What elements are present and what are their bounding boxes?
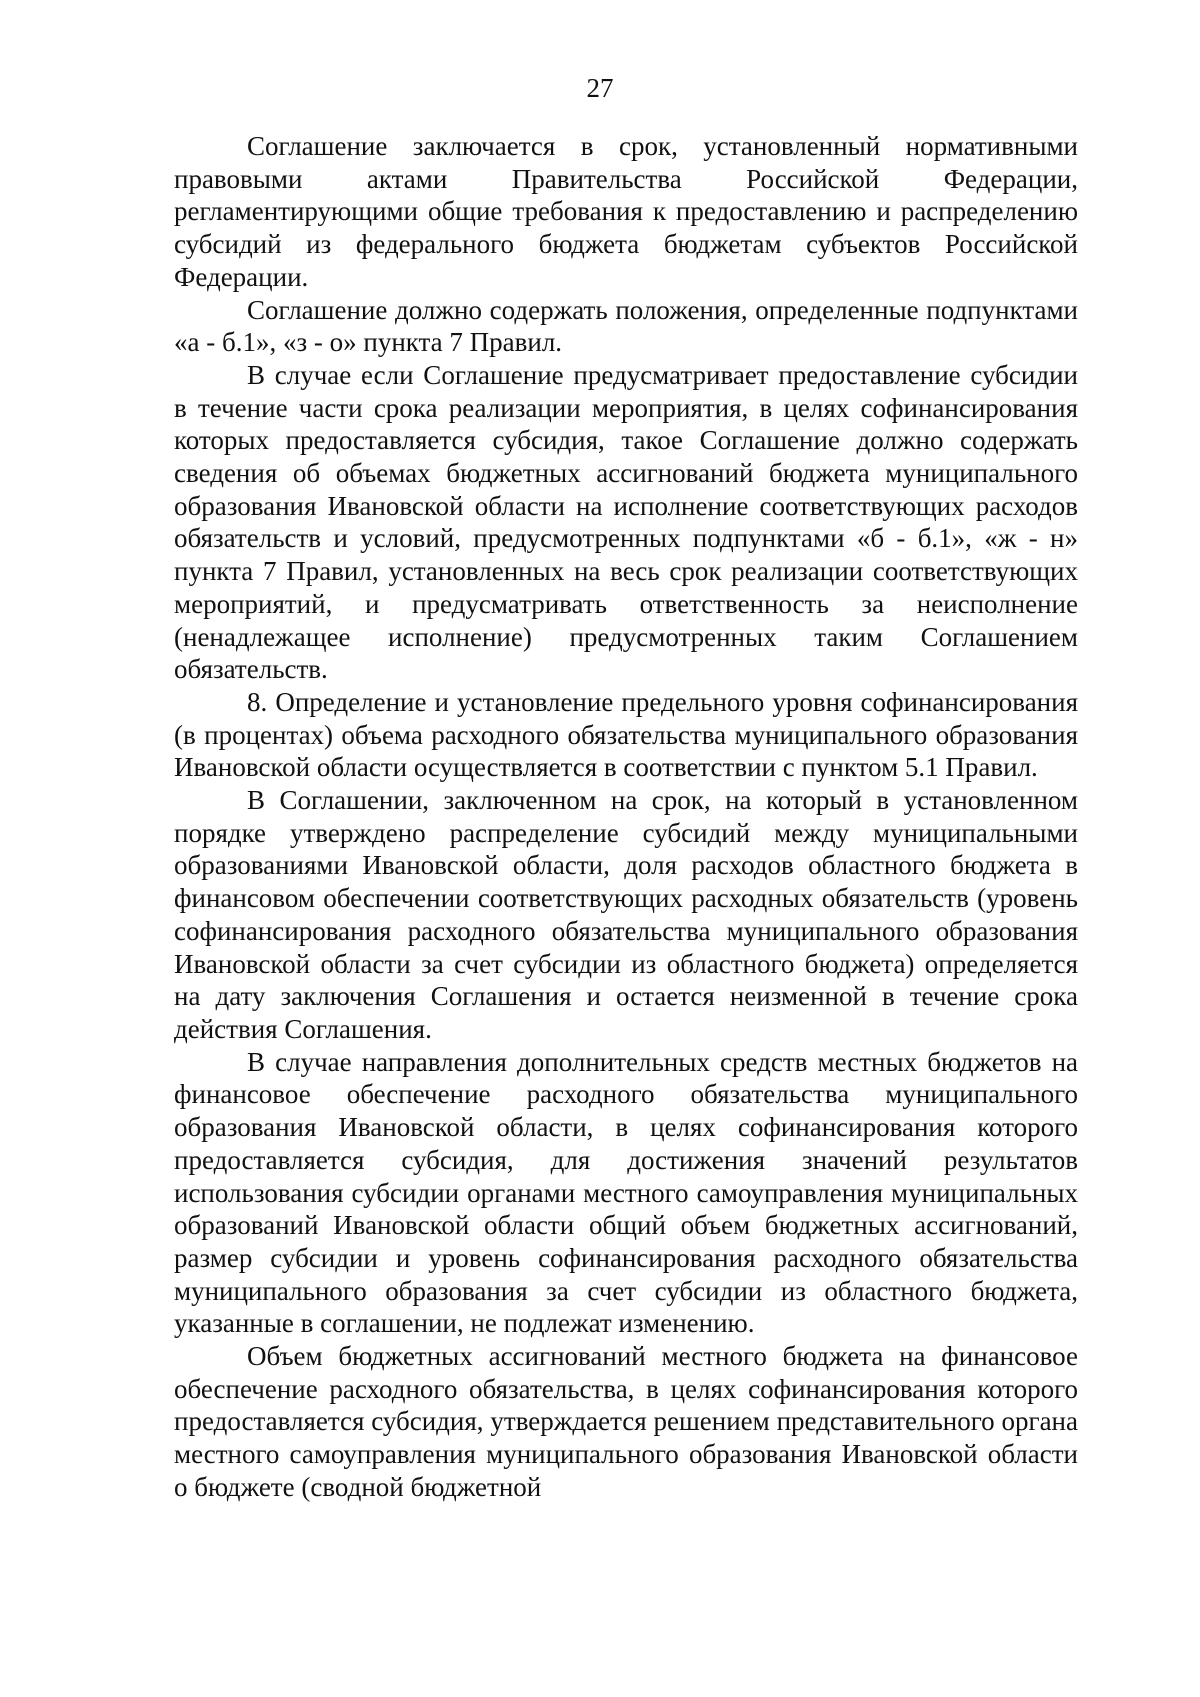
paragraph-local-budget-volume: Объем бюджетных ассигнований местного бюджета на финансовое обеспечение расходного обязательства, в целях софинансирования которого предоставляется субсидия, утверждается решением представительного органа местного самоуправления муниципального образования Ивановской области о бюджете (сводной бюджетной — [174, 1341, 1078, 1502]
document-body — [174, 130, 1078, 1504]
paragraph-additional-funds: В случае направления дополнительных средств местных бюджетов на финансовое обеспечение расходного обязательства муниципального образования Ивановской области, в целях софинансирования которого предоставляется субсидия, для достижения значений результатов использования субсидии органами местного самоуправления муниципальных образований Ивановской области общий объем бюджетных ассигнований, размер субсидии и уровень софинансирования расходного обязательства муниципального образования за счет субсидии из областного бюджета, указанные в соглашении, не подлежат изменению. — [174, 1046, 1078, 1339]
paragraph-item-8-cofinancing-level: 8. Определение и установление предельного уровня софинансирования (в процентах) объема расходного обязательства муниципального образования Ивановской области осуществляется в соответствии с пунктом 5.1 Правил. — [174, 686, 1078, 783]
paragraph-cofinancing-share: В Соглашении, заключенном на срок, на который в установленном порядке утверждено распределение субсидий между муниципальными образованиями Ивановской области, доля расходов областного бюджета в финансовом обеспечении соответствующих расходных обязательств (уровень софинансирования расходного обязательства муниципального образования Ивановской области за счет субсидии из областного бюджета) определяется на дату заключения Соглашения и остается неизменной в течение срока действия Соглашения. — [174, 785, 1078, 1044]
page-number: 27 — [586, 73, 614, 103]
paragraph-agreement-provisions: Соглашение должно содержать положения, определенные подпунктами «а - б.1», «з - о» пункта 7 Правил. — [174, 294, 1078, 358]
paragraph-partial-term-case: В случае если Соглашение предусматривает предоставление субсидии в течение части срока реализации мероприятия, в целях софинансирования которых предоставляется субсидия, такое Соглашение должно содержать сведения об объемах бюджетных ассигнований бюджета муниципального образования Ивановской области на исполнение соответствующих расходов обязательств и условий, предусмотренных подпунктами «б - б.1», «ж - н» пункта 7 Правил, установленных на весь срок реализации соответствующих мероприятий, и предусматривать ответственность за неисполнение (ненадлежащее исполнение) предусмотренных таким Соглашением обязательств. — [174, 359, 1078, 685]
paragraph-agreement-term: Соглашение заключается в срок, установленный нормативными правовыми актами Правительства Российской Федерации, регламентирующими общие требования к предоставлению и распределению субсидий из федерального бюджета бюджетам субъектов Российской Федерации. — [174, 131, 1078, 292]
